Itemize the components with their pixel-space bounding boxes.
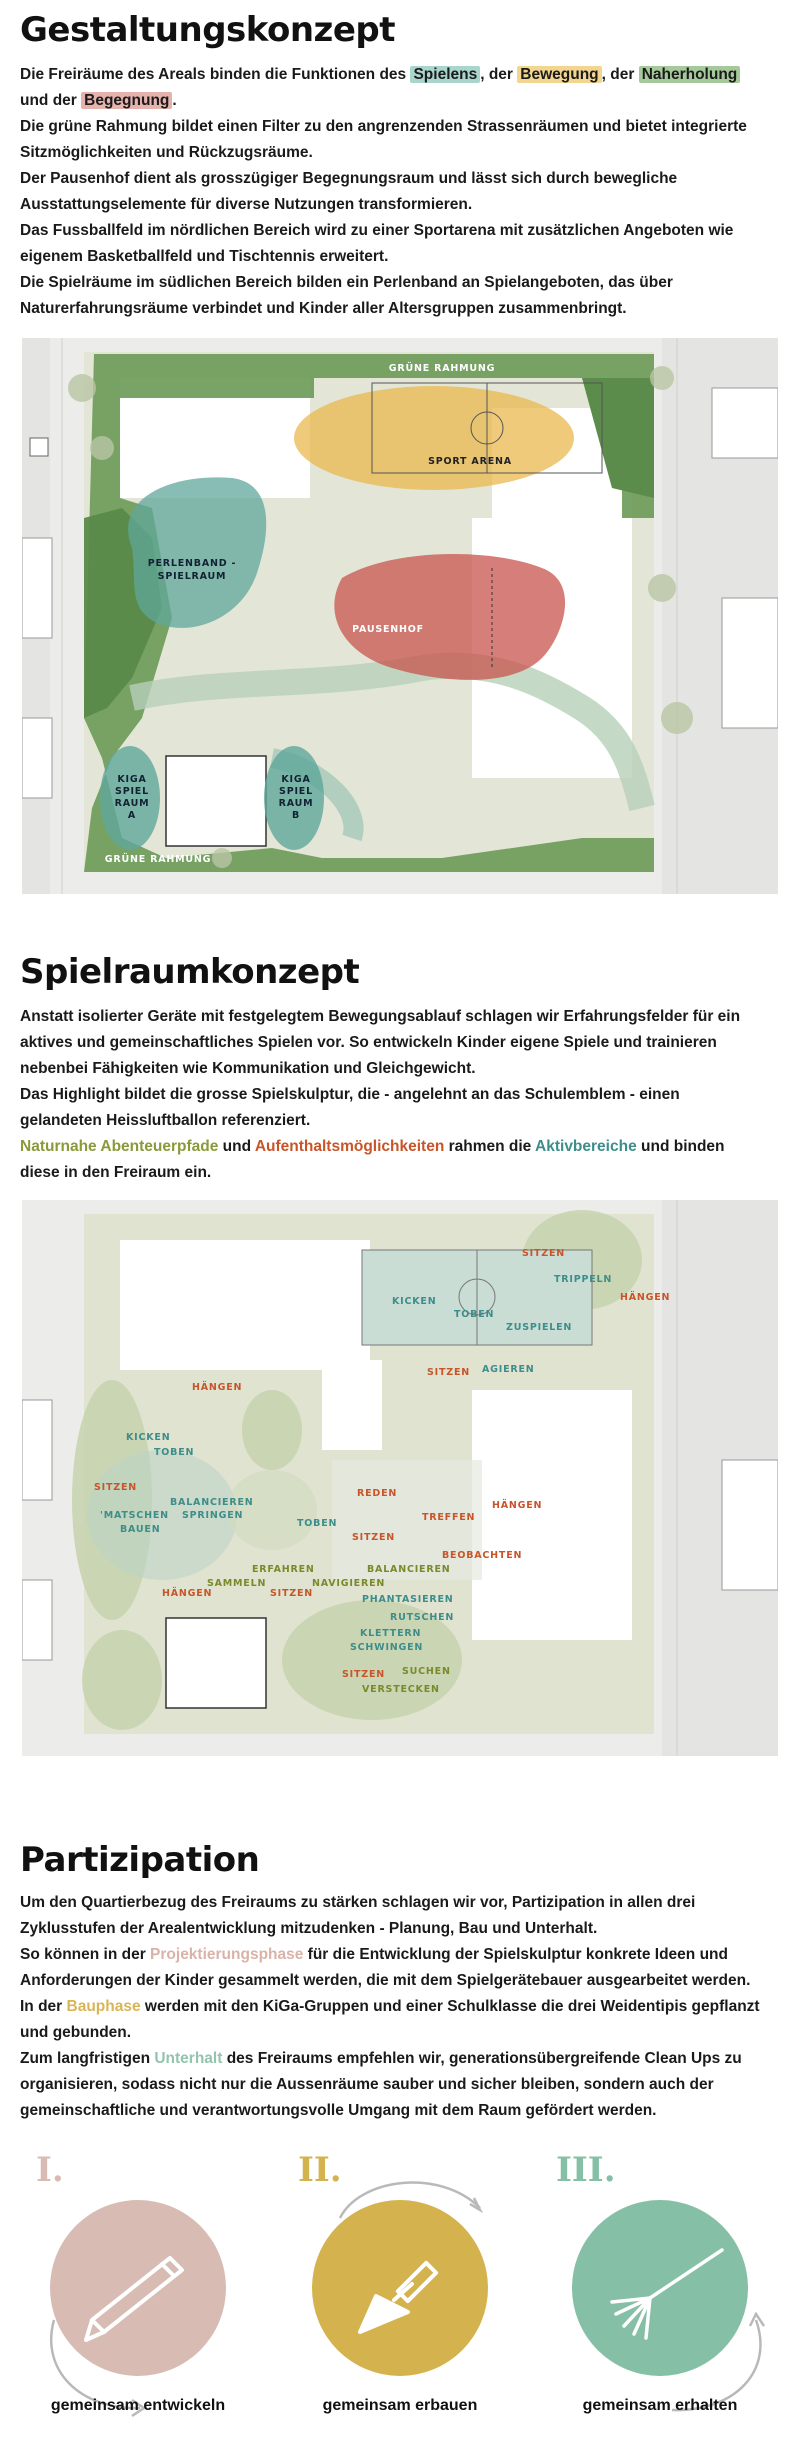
label-gruene-rahmung-bottom: GRÜNE RAHMUNG [104,854,212,865]
text-run: rahmen die [444,1138,536,1155]
step-1-label: gemeinsam entwickeln [50,2397,226,2414]
highlight-naherholung: Naherholung [639,66,741,83]
highlight-bewegung: Bewegung [517,66,601,83]
label-kiga-a-4: A [127,810,137,821]
text-aktivbereiche: Aktivbereiche [535,1138,637,1155]
gestaltung-paragraph-5: Die Spielräume im südlichen Bereich bilden ein Perlenband an Spielangeboten, das über Naturerfahrungsräume verbindet und Kinder aller Altersgruppen zusammenbringt. [20,274,673,317]
gestaltung-paragraph-1 [20,62,760,114]
text-run: Zum langfristigen [20,2050,155,2067]
label-kiga-b-4: B [291,810,301,821]
label-kiga-b-3: RAUM [278,798,314,809]
site-plan-concept-drawing [22,338,778,894]
label-treffen: TREFFEN [422,1512,476,1523]
label-toben-2: TOBEN [154,1447,195,1458]
site-plan-playspace [22,1200,778,1756]
label-haengen-3: HÄNGEN [492,1500,543,1511]
text-run: , der [480,66,518,83]
label-zuspielen: ZUSPIELEN [506,1322,573,1333]
label-sitzen-1: SITZEN [522,1248,565,1259]
spielraumkonzept-text [20,1004,760,1186]
label-perlenband-1: PERLENBAND - [147,558,237,569]
text-run: , der [601,66,639,83]
partizipation-paragraph-1: Um den Quartierbezug des Freiraums zu stärken schlagen wir vor, Partizipation in allen drei Zyklusstufen der Arealentwicklung mitzudenken - Planung, Bau und Unterhalt. [20,1894,696,1937]
label-haengen-4: HÄNGEN [162,1588,213,1599]
label-erfahren: ERFAHREN [252,1564,315,1575]
label-beobachten: BEOBACHTEN [442,1550,523,1561]
label-rutschen: RUTSCHEN [390,1612,455,1623]
gestaltungskonzept-text [20,62,760,322]
label-toben-3: TOBEN [297,1518,338,1529]
label-kicken-2: KICKEN [126,1432,171,1443]
highlight-begegnung: Begegnung [81,92,172,109]
partizipation-paragraph-3 [20,1994,760,2046]
label-pausenhof: PAUSENHOF [352,624,424,635]
label-kiga-b-1: KIGA [281,774,311,785]
label-phantasieren: PHANTASIEREN [362,1594,454,1605]
text-run: und binden diese in den Freiraum ein. [20,1138,725,1181]
step-2-label: gemeinsam erbauen [322,2397,478,2414]
label-reden: REDEN [357,1488,398,1499]
label-matschen: 'MATSCHEN [100,1510,169,1521]
label-kiga-a-3: RAUM [114,798,150,809]
label-kicken-1: KICKEN [392,1296,437,1307]
label-schwingen: SCHWINGEN [350,1642,424,1653]
label-bauen: BAUEN [120,1524,161,1535]
label-perlenband-2: SPIELRAUM [157,571,227,582]
label-kiga-b-2: SPIEL [279,786,313,797]
spielraumkonzept-title: Spielraumkonzept [20,952,360,992]
gestaltung-paragraph-3: Der Pausenhof dient als grosszügiger Begegnungsraum und lässt sich durch bewegliche Ausstattungselemente für diverse Nutzungen transformieren. [20,170,678,213]
text-run: des Freiraums empfehlen wir, generationsübergreifende Clean Ups zu organisieren, sodass nicht nur die Aussenräume sauber und sicher bleiben, sondern auch der gemeinschaftliche und verantwortungsvolle Umgang mit dem Raum gefördert werden. [20,2050,742,2119]
site-plan-playspace-drawing [22,1200,778,1756]
gestaltung-paragraph-2: Die grüne Rahmung bildet einen Filter zu den angrenzenden Strassenräumen und bietet integrierte Sitzmöglichkeiten und Rückzugsräume. [20,118,747,161]
label-trippeln: TRIPPELN [554,1274,613,1285]
label-suchen: SUCHEN [402,1666,451,1677]
text-run: werden mit den KiGa-Gruppen und einer Schulklasse die drei Weidentipis gepflanzt und gebunden. [20,1998,760,2041]
label-balancieren-2: BALANCIEREN [367,1564,451,1575]
text-run: für die Entwicklung der Spielskulptur konkrete Ideen und Anforderungen der Kinder gesammelt werden, die mit dem Spielgerätebauer ausgearbeitet werden. [20,1946,751,1989]
spielraum-paragraph-1: Anstatt isolierter Geräte mit festgelegtem Bewegungsablauf schlagen wir Erfahrungsfelder für ein aktives und gemeinschaftliches Spielen vor. So entwickeln Kinder eigene Spiele und trainieren nebenbei Fähigkeiten wie Kommunikation und Gleichgewicht. [20,1008,741,1077]
text-bauphase: Bauphase [66,1998,141,2015]
step-1-numeral: I. [36,2150,64,2190]
label-sitzen-2: SITZEN [427,1367,470,1378]
label-agieren: AGIEREN [482,1364,535,1375]
label-sitzen-6: SITZEN [342,1669,385,1680]
spielraum-paragraph-2: Das Highlight bildet die grosse Spielskulptur, die - angelehnt an das Schulemblem - einen gelandeten Heissluftballon referenziert. [20,1086,680,1129]
text-run: In der [20,1998,67,2015]
gestaltung-paragraph-4: Das Fussballfeld im nördlichen Bereich wird zu einer Sportarena mit zusätzlichen Angeboten wie eigenem Basketballfeld und Tischtennis erweitert. [20,222,734,265]
text-unterhalt: Unterhalt [154,2050,223,2067]
text-run: und der [20,92,82,109]
text-run: und [218,1138,255,1155]
step-3-label: gemeinsam erhalten [582,2397,738,2414]
label-toben-1: TOBEN [454,1309,495,1320]
step-3-numeral: III. [556,2150,616,2190]
label-sitzen-5: SITZEN [270,1588,313,1599]
spielraum-paragraph-3 [20,1134,760,1186]
text-aufenthalt: Aufenthaltsmöglichkeiten [254,1138,445,1155]
label-kiga-a-1: KIGA [117,774,147,785]
label-sitzen-3: SITZEN [94,1482,137,1493]
step-2-numeral: II. [298,2150,342,2190]
label-sammeln: SAMMELN [207,1578,267,1589]
label-gruene-rahmung-top: GRÜNE RAHMUNG [388,363,496,374]
label-verstecken: VERSTECKEN [362,1684,440,1695]
label-haengen-2: HÄNGEN [192,1382,243,1393]
step-2-circle [312,2200,488,2376]
label-klettern: KLETTERN [360,1628,422,1639]
label-springen: SPRINGEN [182,1510,244,1521]
label-kiga-a-2: SPIEL [115,786,149,797]
partizipation-title: Partizipation [20,1840,260,1880]
label-sitzen-4: SITZEN [352,1532,395,1543]
label-navigieren: NAVIGIEREN [312,1578,386,1589]
site-plan-concept [22,338,778,894]
highlight-spielens: Spielens [410,66,480,83]
sport-arena-zone [294,386,574,490]
trowel-icon [312,2200,488,2376]
text-projektierungsphase: Projektierungsphase [150,1946,304,1963]
label-balancieren-1: BALANCIEREN [170,1497,254,1508]
label-sport-arena: SPORT ARENA [428,456,512,467]
partizipation-text [20,1890,760,2124]
text-run: So können in der [20,1946,151,1963]
gestaltungskonzept-title: Gestaltungskonzept [20,10,395,50]
label-haengen-1: HÄNGEN [620,1292,671,1303]
text-run: Die Freiräume des Areals binden die Funktionen des [20,66,411,83]
text-naturpfade: Naturnahe Abenteuerpfade [20,1138,219,1155]
partizipation-paragraph-2 [20,1942,760,1994]
partizipation-paragraph-4 [20,2046,760,2124]
text-run: . [172,92,177,109]
